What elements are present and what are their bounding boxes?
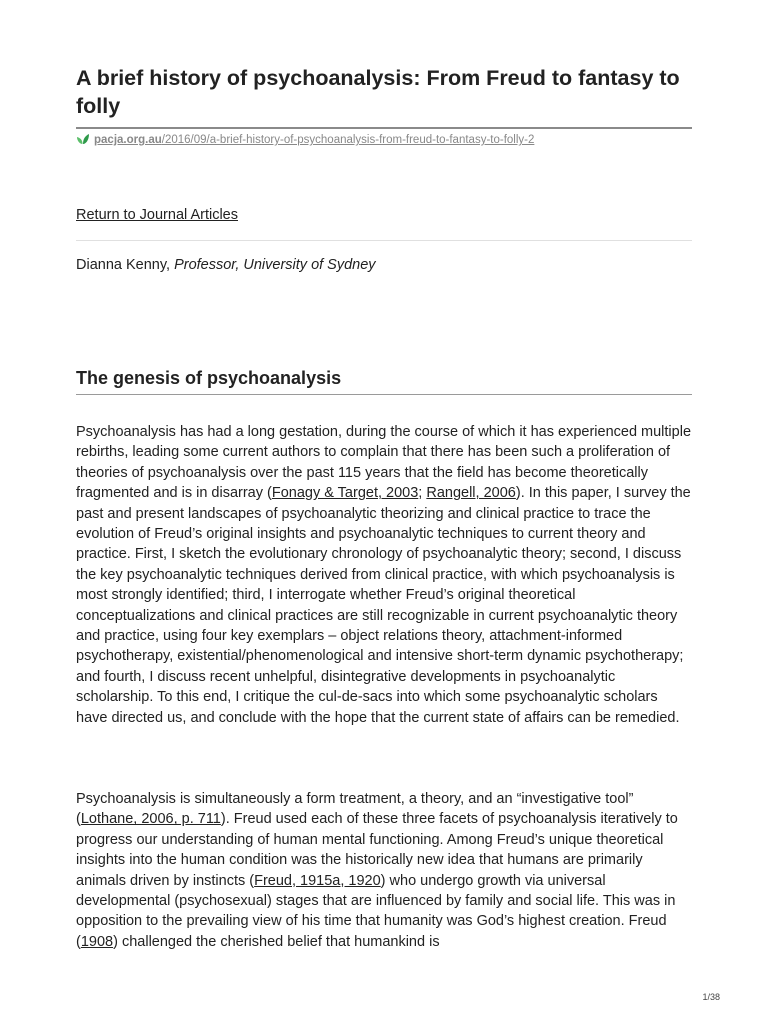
p2-text-3: ) who undergo growth via universal developmental (psychosexual) stages that are influenced by family and social life. This was in opposition to the prevailing view of his time that humanity was God’s highest creation. Freud ( bbox=[76, 872, 676, 950]
author-line bbox=[76, 256, 376, 274]
source-path: /2016/09/a-brief-history-of-psychoanalysis-from-freud-to-fantasy-to-folly-2 bbox=[161, 134, 535, 146]
citation-freud-1908[interactable]: 1908 bbox=[80, 933, 114, 950]
source-line bbox=[76, 133, 534, 147]
citation-fonagy-target[interactable]: Fonagy & Target, 2003 bbox=[271, 485, 419, 502]
paragraph-2 bbox=[76, 789, 692, 952]
p1-text-2: ; bbox=[418, 485, 427, 502]
return-divider bbox=[76, 240, 692, 241]
citation-freud-1915a[interactable]: Freud, 1915a, 1920 bbox=[254, 872, 381, 889]
p2-text-1: Psychoanalysis is simultaneously a form treatment, a theory, and an “investigative tool” ( bbox=[76, 791, 634, 828]
section-heading: The genesis of psychoanalysis bbox=[76, 368, 342, 388]
return-to-journal-link[interactable]: Return to Journal Articles bbox=[76, 207, 238, 223]
p2-text-2: ). Freud used each of these three facets of psychoanalysis iteratively to progress our understanding of human mental functioning. Among Freud’s unique theoretical insights into the human condition was the historically new idea that humans are primarily animals driven by instincts ( bbox=[76, 811, 678, 889]
citation-rangell[interactable]: Rangell, 2006 bbox=[426, 485, 516, 502]
section-divider bbox=[76, 394, 692, 395]
author-affiliation: Professor, University of Sydney bbox=[174, 257, 376, 273]
title-divider bbox=[76, 127, 692, 129]
paragraph-1 bbox=[76, 422, 692, 728]
leaf-icon bbox=[76, 133, 90, 149]
p1-text-1: Psychoanalysis has had a long gestation, during the course of which it has experienced multiple rebirths, leading some current authors to complain that there has been such a proliferation of theories of psychoanalysis over the past 115 years that the field has become theoretically fragmented and is in disarray ( bbox=[76, 424, 692, 502]
author-name: Dianna Kenny, bbox=[76, 257, 171, 273]
source-link[interactable] bbox=[94, 134, 534, 146]
article-title: A brief history of psychoanalysis: From Freud to fantasy to folly bbox=[76, 66, 680, 118]
p2-text-4: ) challenged the cherished belief that humankind is bbox=[113, 933, 440, 950]
page-number: 1/38 bbox=[702, 992, 720, 1002]
citation-lothane[interactable]: Lothane, 2006, p. 711 bbox=[80, 811, 221, 828]
p1-text-3: ). In this paper, I survey the past and present landscapes of psychoanalytic theorizing and clinical practice to trace the evolution of Freud’s original insights and psychoanalytic techniques to current theory and practice. First, I sketch the evolutionary chronology of psychoanalytic theory; second, I discuss the key psychoanalytic techniques derived from clinical practice, with which psychoanalysis is most strongly identified; third, I interrogate whether Freud’s original theoretical conceptualizations and clinical practices are still recognizable in current psychoanalytic theory and practice, using four key exemplars – object relations theory, attachment-informed psychotherapy, existential/phenomenological and intensive short-term dynamic psychotherapy; and fourth, I discuss recent unhelpful, disintegrative developments in psychoanalytic scholarship. To this end, I critique the cul-de-sacs into which some psychoanalytic scholars have directed us, and conclude with the hope that the current state of affairs can be remedied. bbox=[76, 485, 691, 726]
source-domain: pacja.org.au bbox=[94, 134, 162, 146]
